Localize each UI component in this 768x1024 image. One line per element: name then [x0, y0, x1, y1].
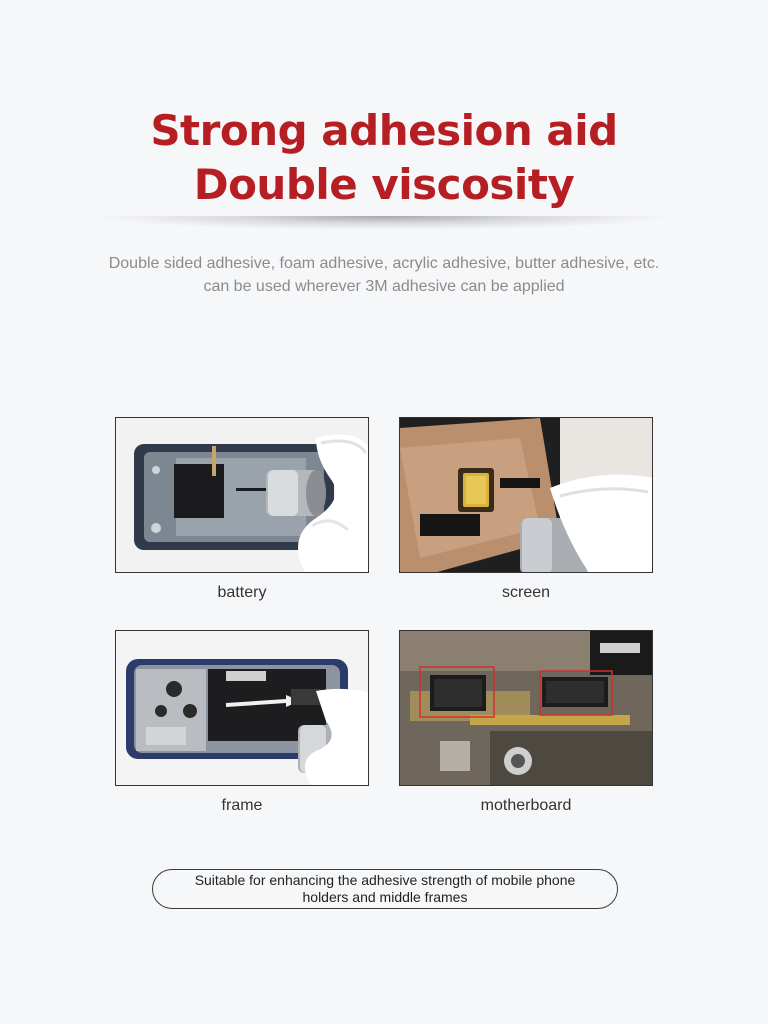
battery-photo — [115, 417, 369, 573]
page-title-line-2: Double viscosity — [193, 160, 575, 209]
motherboard-caption: motherboard — [480, 797, 572, 814]
motherboard-closeup-photo-icon — [400, 631, 653, 786]
usage-note-line-2: holders and middle frames — [302, 889, 468, 905]
phone-battery-with-roller-photo-icon — [116, 631, 369, 786]
phone-frame-with-roller-photo-icon — [116, 418, 369, 573]
title-shadow-divider — [90, 216, 678, 230]
frame-photo — [115, 630, 369, 786]
phone-screen-with-roller-photo-icon — [400, 418, 653, 573]
page-title-line-1: Strong adhesion aid — [150, 106, 618, 155]
battery-caption: battery — [217, 584, 267, 601]
intro-line-1: Double sided adhesive, foam adhesive, acrylic adhesive, butter adhesive, etc. — [108, 255, 660, 272]
usage-note-badge — [152, 869, 618, 909]
intro-text — [0, 252, 768, 298]
screen-photo — [399, 417, 653, 573]
screen-caption: screen — [501, 584, 551, 601]
intro-line-2: can be used wherever 3M adhesive can be applied — [203, 278, 565, 295]
page-title — [0, 104, 768, 212]
frame-caption: frame — [221, 797, 263, 814]
motherboard-photo — [399, 630, 653, 786]
usage-note-line-1: Suitable for enhancing the adhesive strength of mobile phone — [194, 872, 576, 888]
